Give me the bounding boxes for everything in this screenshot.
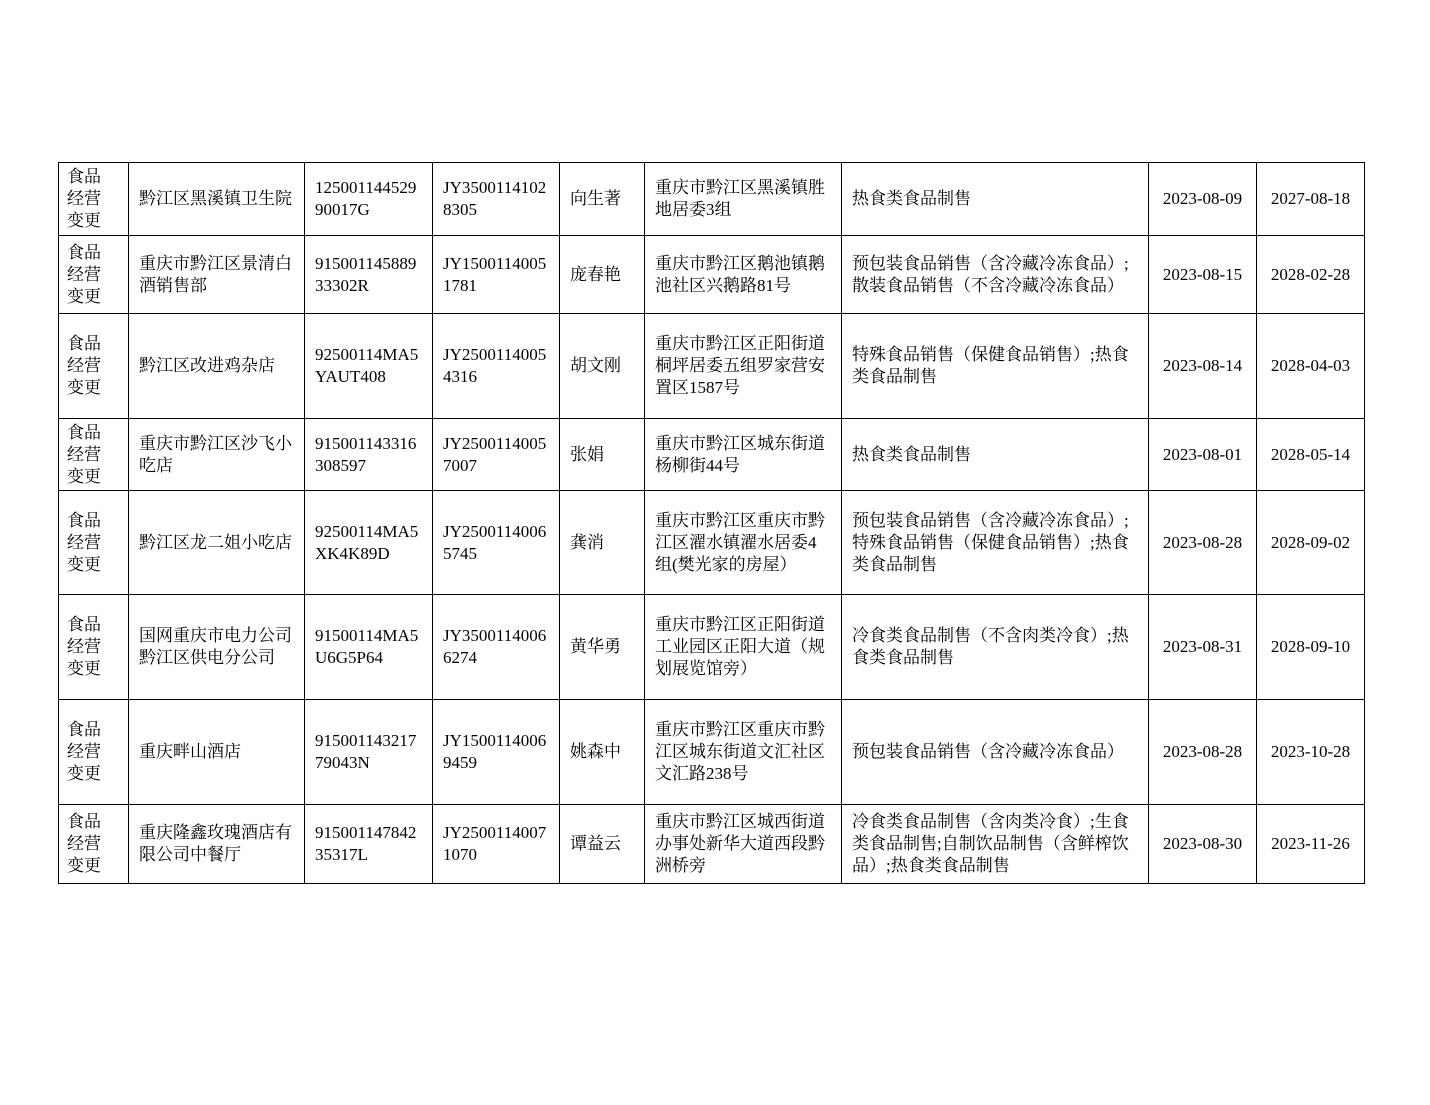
legal-representative-cell: 胡文刚 [560, 314, 645, 419]
issue-date-cell: 2023-08-09 [1149, 163, 1257, 236]
business-scope-cell: 热食类食品制售 [842, 419, 1149, 491]
legal-representative-cell: 庞春艳 [560, 236, 645, 314]
legal-representative-cell: 张娟 [560, 419, 645, 491]
expiry-date-cell: 2023-11-26 [1257, 805, 1365, 884]
issue-date-cell: 2023-08-28 [1149, 700, 1257, 805]
license-number-cell: JY15001140069459 [433, 700, 560, 805]
legal-representative-cell: 向生著 [560, 163, 645, 236]
license-number-cell: JY15001140051781 [433, 236, 560, 314]
issue-date-cell: 2023-08-15 [1149, 236, 1257, 314]
license-number-cell: JY35001141028305 [433, 163, 560, 236]
table-body [59, 163, 1365, 884]
legal-representative-cell: 姚森中 [560, 700, 645, 805]
table-row [59, 163, 1365, 236]
expiry-date-cell: 2028-09-02 [1257, 491, 1365, 595]
business-address-cell: 重庆市黔江区正阳街道桐坪居委五组罗家营安置区1587号 [645, 314, 842, 419]
issue-date-cell: 2023-08-01 [1149, 419, 1257, 491]
business-name-cell: 黔江区龙二姐小吃店 [129, 491, 305, 595]
expiry-date-cell: 2028-09-10 [1257, 595, 1365, 700]
issue-date-cell: 2023-08-14 [1149, 314, 1257, 419]
table-row [59, 700, 1365, 805]
license-number-cell: JY25001140057007 [433, 419, 560, 491]
business-name-cell: 黔江区改进鸡杂店 [129, 314, 305, 419]
business-address-cell: 重庆市黔江区城东街道杨柳街44号 [645, 419, 842, 491]
issue-date-cell: 2023-08-31 [1149, 595, 1257, 700]
business-scope-cell: 冷食类食品制售（含肉类冷食）;生食类食品制售;自制饮品制售（含鲜榨饮品）;热食类食品制售 [842, 805, 1149, 884]
expiry-date-cell: 2028-04-03 [1257, 314, 1365, 419]
credit-code-cell: 91500114321779043N [305, 700, 433, 805]
table-row [59, 236, 1365, 314]
table-row [59, 314, 1365, 419]
change-type-cell: 食品 经营 变更 [59, 805, 129, 884]
business-name-cell: 重庆畔山酒店 [129, 700, 305, 805]
table-row [59, 595, 1365, 700]
business-scope-cell: 冷食类食品制售（不含肉类冷食）;热食类食品制售 [842, 595, 1149, 700]
legal-representative-cell: 黄华勇 [560, 595, 645, 700]
table-row [59, 419, 1365, 491]
business-address-cell: 重庆市黔江区正阳街道工业园区正阳大道（规划展览馆旁） [645, 595, 842, 700]
business-address-cell: 重庆市黔江区城西街道办事处新华大道西段黔洲桥旁 [645, 805, 842, 884]
license-number-cell: JY25001140071070 [433, 805, 560, 884]
legal-representative-cell: 谭益云 [560, 805, 645, 884]
change-type-cell: 食品 经营 变更 [59, 236, 129, 314]
table-row [59, 491, 1365, 595]
credit-code-cell: 91500114784235317L [305, 805, 433, 884]
business-scope-cell: 热食类食品制售 [842, 163, 1149, 236]
business-scope-cell: 预包装食品销售（含冷藏冷冻食品） [842, 700, 1149, 805]
business-address-cell: 重庆市黔江区黑溪镇胜地居委3组 [645, 163, 842, 236]
expiry-date-cell: 2023-10-28 [1257, 700, 1365, 805]
license-change-table [58, 162, 1365, 884]
credit-code-cell: 12500114452990017G [305, 163, 433, 236]
business-name-cell: 重庆隆鑫玫瑰酒店有限公司中餐厅 [129, 805, 305, 884]
issue-date-cell: 2023-08-30 [1149, 805, 1257, 884]
expiry-date-cell: 2028-05-14 [1257, 419, 1365, 491]
business-address-cell: 重庆市黔江区重庆市黔江区城东街道文汇社区文汇路238号 [645, 700, 842, 805]
issue-date-cell: 2023-08-28 [1149, 491, 1257, 595]
business-address-cell: 重庆市黔江区重庆市黔江区濯水镇濯水居委4组(樊光家的房屋） [645, 491, 842, 595]
business-name-cell: 重庆市黔江区沙飞小吃店 [129, 419, 305, 491]
license-number-cell: JY35001140066274 [433, 595, 560, 700]
change-type-cell: 食品 经营 变更 [59, 491, 129, 595]
license-number-cell: JY25001140065745 [433, 491, 560, 595]
change-type-cell: 食品 经营 变更 [59, 314, 129, 419]
business-scope-cell: 预包装食品销售（含冷藏冷冻食品）;散装食品销售（不含冷藏冷冻食品） [842, 236, 1149, 314]
business-name-cell: 国网重庆市电力公司黔江区供电分公司 [129, 595, 305, 700]
change-type-cell: 食品 经营 变更 [59, 595, 129, 700]
business-scope-cell: 预包装食品销售（含冷藏冷冻食品）;特殊食品销售（保健食品销售）;热食类食品制售 [842, 491, 1149, 595]
business-address-cell: 重庆市黔江区鹅池镇鹅池社区兴鹅路81号 [645, 236, 842, 314]
table-row [59, 805, 1365, 884]
credit-code-cell: 91500114MA5U6G5P64 [305, 595, 433, 700]
change-type-cell: 食品 经营 变更 [59, 163, 129, 236]
credit-code-cell: 915001143316308597 [305, 419, 433, 491]
credit-code-cell: 91500114588933302R [305, 236, 433, 314]
legal-representative-cell: 龚消 [560, 491, 645, 595]
business-name-cell: 黔江区黑溪镇卫生院 [129, 163, 305, 236]
expiry-date-cell: 2027-08-18 [1257, 163, 1365, 236]
change-type-cell: 食品 经营 变更 [59, 419, 129, 491]
license-number-cell: JY25001140054316 [433, 314, 560, 419]
expiry-date-cell: 2028-02-28 [1257, 236, 1365, 314]
credit-code-cell: 92500114MA5YAUT408 [305, 314, 433, 419]
change-type-cell: 食品 经营 变更 [59, 700, 129, 805]
business-scope-cell: 特殊食品销售（保健食品销售）;热食类食品制售 [842, 314, 1149, 419]
credit-code-cell: 92500114MA5XK4K89D [305, 491, 433, 595]
business-name-cell: 重庆市黔江区景清白酒销售部 [129, 236, 305, 314]
